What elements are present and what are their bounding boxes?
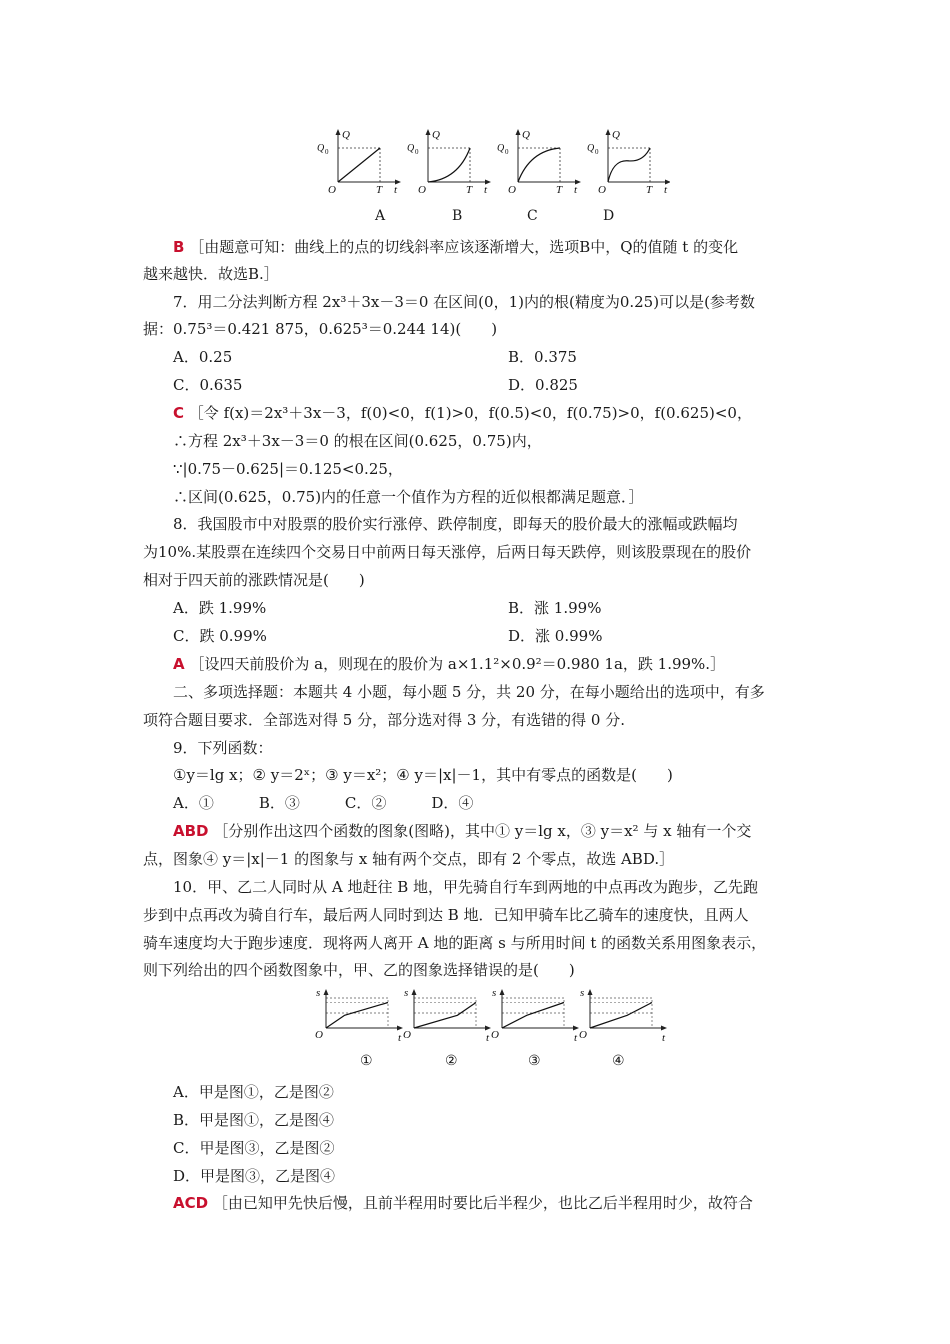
q8-solution-line1 [173, 654, 725, 674]
q10-figure [310, 988, 680, 1050]
fig6-y-arrow [426, 129, 431, 135]
q7-stem-line1: 7．用二分法判断方程 2x³＋3x－3＝0 在区间(0，1)内的根(精度为0.25)可以是(参考数 [173, 293, 755, 311]
q8-option-d: D．涨 0.99% [508, 627, 603, 645]
q9-stem-line2: ①y＝lg x；② y＝2ˣ；③ y＝x²；④ y＝|x|－1，其中有零点的函数是( ) [173, 766, 673, 784]
fig10-origin-label: O [315, 1029, 323, 1041]
fig10-origin-label: O [403, 1029, 411, 1041]
q7-solution-line1 [173, 403, 752, 423]
q9-solution-line2: 点，图象④ y＝|x|－1 的图象与 x 轴有两个交点，即有 2 个零点，故选 ABD.］ [143, 850, 675, 868]
fig10-y-arrow [500, 989, 505, 995]
fig10-s-label: s [492, 988, 497, 999]
fig6-t-label: t [394, 184, 398, 196]
q10-stem-line2: 步到中点再改为骑自行车，最后两人同时到达 B 地．已知甲骑车比乙骑车的速度快，且两人 [143, 906, 749, 924]
q8-solution-text1: ［设四天前股价为 a，则现在的股价为 a×1.1²×0.9²＝0.980 1a，跌 1.99%.］ [189, 655, 726, 673]
q10-solution-text1: ［由已知甲先快后慢，且前半程用时要比后半程少，也比乙后半程用时少，故符合 [212, 1194, 753, 1212]
q8-stem-line1: 8．我国股市中对股票的股价实行涨停、跌停制度，即每天的股价最大的涨幅或跌幅均 [173, 515, 738, 533]
fig6-curve [518, 148, 560, 182]
fig6-q0-label: Q [407, 143, 415, 154]
fig6-q-label: Q [432, 129, 440, 141]
q9-solution-text1: ［分别作出这四个函数的图象(图略)，其中① y＝lg x，③ y＝x² 与 x 轴有一个交 [213, 822, 752, 840]
fig6-label-b: B [452, 208, 463, 224]
q6-figure [300, 120, 670, 200]
fig6-y-arrow [516, 129, 521, 135]
fig10-t-label: t [486, 1032, 490, 1044]
q8-answer: A [173, 655, 185, 673]
fig6-q0-sub: 0 [505, 148, 509, 156]
fig6-q0-label: Q [497, 143, 505, 154]
q7-solution-text1: ［令 f(x)＝2x³＋3x－3，f(0)<0，f(1)>0，f(0.5)<0，f(0.75)>0，f(0.625)<0， [188, 404, 752, 422]
fig10-t-label: t [662, 1032, 666, 1044]
q10-option-d: D．甲是图③，乙是图④ [173, 1167, 336, 1185]
q10-stem-line1: 10．甲、乙二人同时从 A 地赶往 B 地，甲先骑自行车到两地的中点再改为跑步，乙先跑 [173, 878, 759, 896]
q8-option-a: A．跌 1.99% [173, 599, 267, 617]
fig10-s-label: s [404, 988, 409, 999]
q7-option-c: C．0.635 [173, 376, 243, 394]
fig6-t-mark-label: T [646, 184, 653, 196]
fig6-origin-label: O [598, 184, 606, 196]
fig6-t-mark-label: T [556, 184, 563, 196]
fig6-origin-label: O [508, 184, 516, 196]
fig6-t-mark-label: T [376, 184, 383, 196]
fig10-origin-label: O [491, 1029, 499, 1041]
fig6-curve [428, 148, 470, 182]
fig6-q-label: Q [522, 129, 530, 141]
fig6-q0-sub: 0 [595, 148, 599, 156]
fig6-t-label: t [664, 184, 668, 196]
fig6-curve [608, 148, 650, 182]
q7-solution-line4: ∴区间(0.625，0.75)内的任意一个值作为方程的近似根都满足题意．］ [173, 488, 644, 506]
q8-stem-line2: 为10%.某股票在连续四个交易日中前两日每天涨停，后两日每天跌停，则该股票现在的股价 [143, 543, 752, 561]
fig6-q-label: Q [342, 129, 350, 141]
fig6-y-arrow [336, 129, 341, 135]
q7-option-a: A．0.25 [173, 348, 233, 366]
q10-solution-line1 [173, 1193, 753, 1213]
q7-stem-line2: 据：0.75³＝0.421 875，0.625³＝0.244 14)( ) [143, 320, 498, 338]
fig10-graph-line [326, 1003, 388, 1029]
fig6-q0-label: Q [587, 143, 595, 154]
q10-option-c: C．甲是图③，乙是图② [173, 1139, 335, 1157]
fig6-curve [338, 148, 380, 182]
q8-stem-line3: 相对于四天前的涨跌情况是( ) [143, 571, 365, 589]
fig10-x-arrow [661, 1026, 667, 1031]
fig10-y-arrow [588, 989, 593, 995]
fig10-s-label: s [316, 988, 321, 999]
section2-instructions-line2: 项符合题目要求．全部选对得 5 分，部分选对得 3 分，有选错的得 0 分. [143, 711, 626, 729]
q6-solution-line1 [173, 237, 738, 257]
fig6-q0-sub: 0 [415, 148, 419, 156]
fig6-label-c: C [527, 208, 538, 224]
q7-option-b: B．0.375 [508, 348, 577, 366]
fig10-origin-label: O [579, 1029, 587, 1041]
fig6-origin-label: O [418, 184, 426, 196]
q7-answer: C [173, 404, 185, 422]
q8-option-c: C．跌 0.99% [173, 627, 267, 645]
q10-option-a: A．甲是图①，乙是图② [173, 1083, 334, 1101]
fig6-y-arrow [606, 129, 611, 135]
fig10-t-label: t [574, 1032, 578, 1044]
q9-options: A．① B．③ C．② D．④ [173, 794, 474, 812]
fig10-label-2: ② [445, 1053, 458, 1069]
fig6-label-a: A [375, 208, 386, 224]
q7-solution-line3: ∵|0.75－0.625|＝0.125<0.25， [173, 460, 403, 478]
q10-option-b: B．甲是图①，乙是图④ [173, 1111, 335, 1129]
fig6-t-label: t [574, 184, 578, 196]
q6-solution-line2: 越来越快．故选B.］ [143, 265, 279, 283]
fig10-s-label: s [580, 988, 585, 999]
q7-solution-line2: ∴方程 2x³＋3x－3＝0 的根在区间(0.625，0.75)内， [173, 432, 542, 450]
fig6-label-d: D [603, 208, 615, 224]
q10-stem-line3: 骑车速度均大于跑步速度．现将两人离开 A 地的距离 s 与所用时间 t 的函数关系用图象表示， [143, 934, 767, 952]
q9-answer: ABD [173, 822, 209, 840]
fig10-label-1: ① [360, 1053, 373, 1069]
q7-option-d: D．0.825 [508, 376, 578, 394]
fig10-t-label: t [398, 1032, 402, 1044]
q10-answer: ACD [173, 1194, 209, 1212]
section2-instructions-line1: 二、多项选择题：本题共 4 小题，每小题 5 分，共 20 分，在每小题给出的选项中，有多 [173, 683, 765, 701]
q9-solution-line1 [173, 821, 751, 841]
fig6-q-label: Q [612, 129, 620, 141]
fig6-q0-sub: 0 [325, 148, 329, 156]
fig10-label-4: ④ [612, 1053, 625, 1069]
fig10-y-arrow [412, 989, 417, 995]
fig6-origin-label: O [328, 184, 336, 196]
q8-option-b: B．涨 1.99% [508, 599, 602, 617]
fig6-t-mark-label: T [466, 184, 473, 196]
fig10-graph-line [502, 1003, 564, 1029]
fig10-graph-line [414, 1003, 476, 1029]
q10-stem-line4: 则下列给出的四个函数图象中，甲、乙的图象选择错误的是( ) [143, 961, 575, 979]
fig10-graph-line [590, 1003, 652, 1029]
fig10-label-3: ③ [528, 1053, 541, 1069]
q9-stem-line1: 9．下列函数： [173, 739, 273, 757]
q6-solution-text1: ［由题意可知：曲线上的点的切线斜率应该逐渐增大，选项B中，Q的值随 t 的变化 [189, 238, 739, 256]
q6-answer: B [173, 238, 185, 256]
fig6-t-label: t [484, 184, 488, 196]
fig6-q0-label: Q [317, 143, 325, 154]
fig10-y-arrow [324, 989, 329, 995]
